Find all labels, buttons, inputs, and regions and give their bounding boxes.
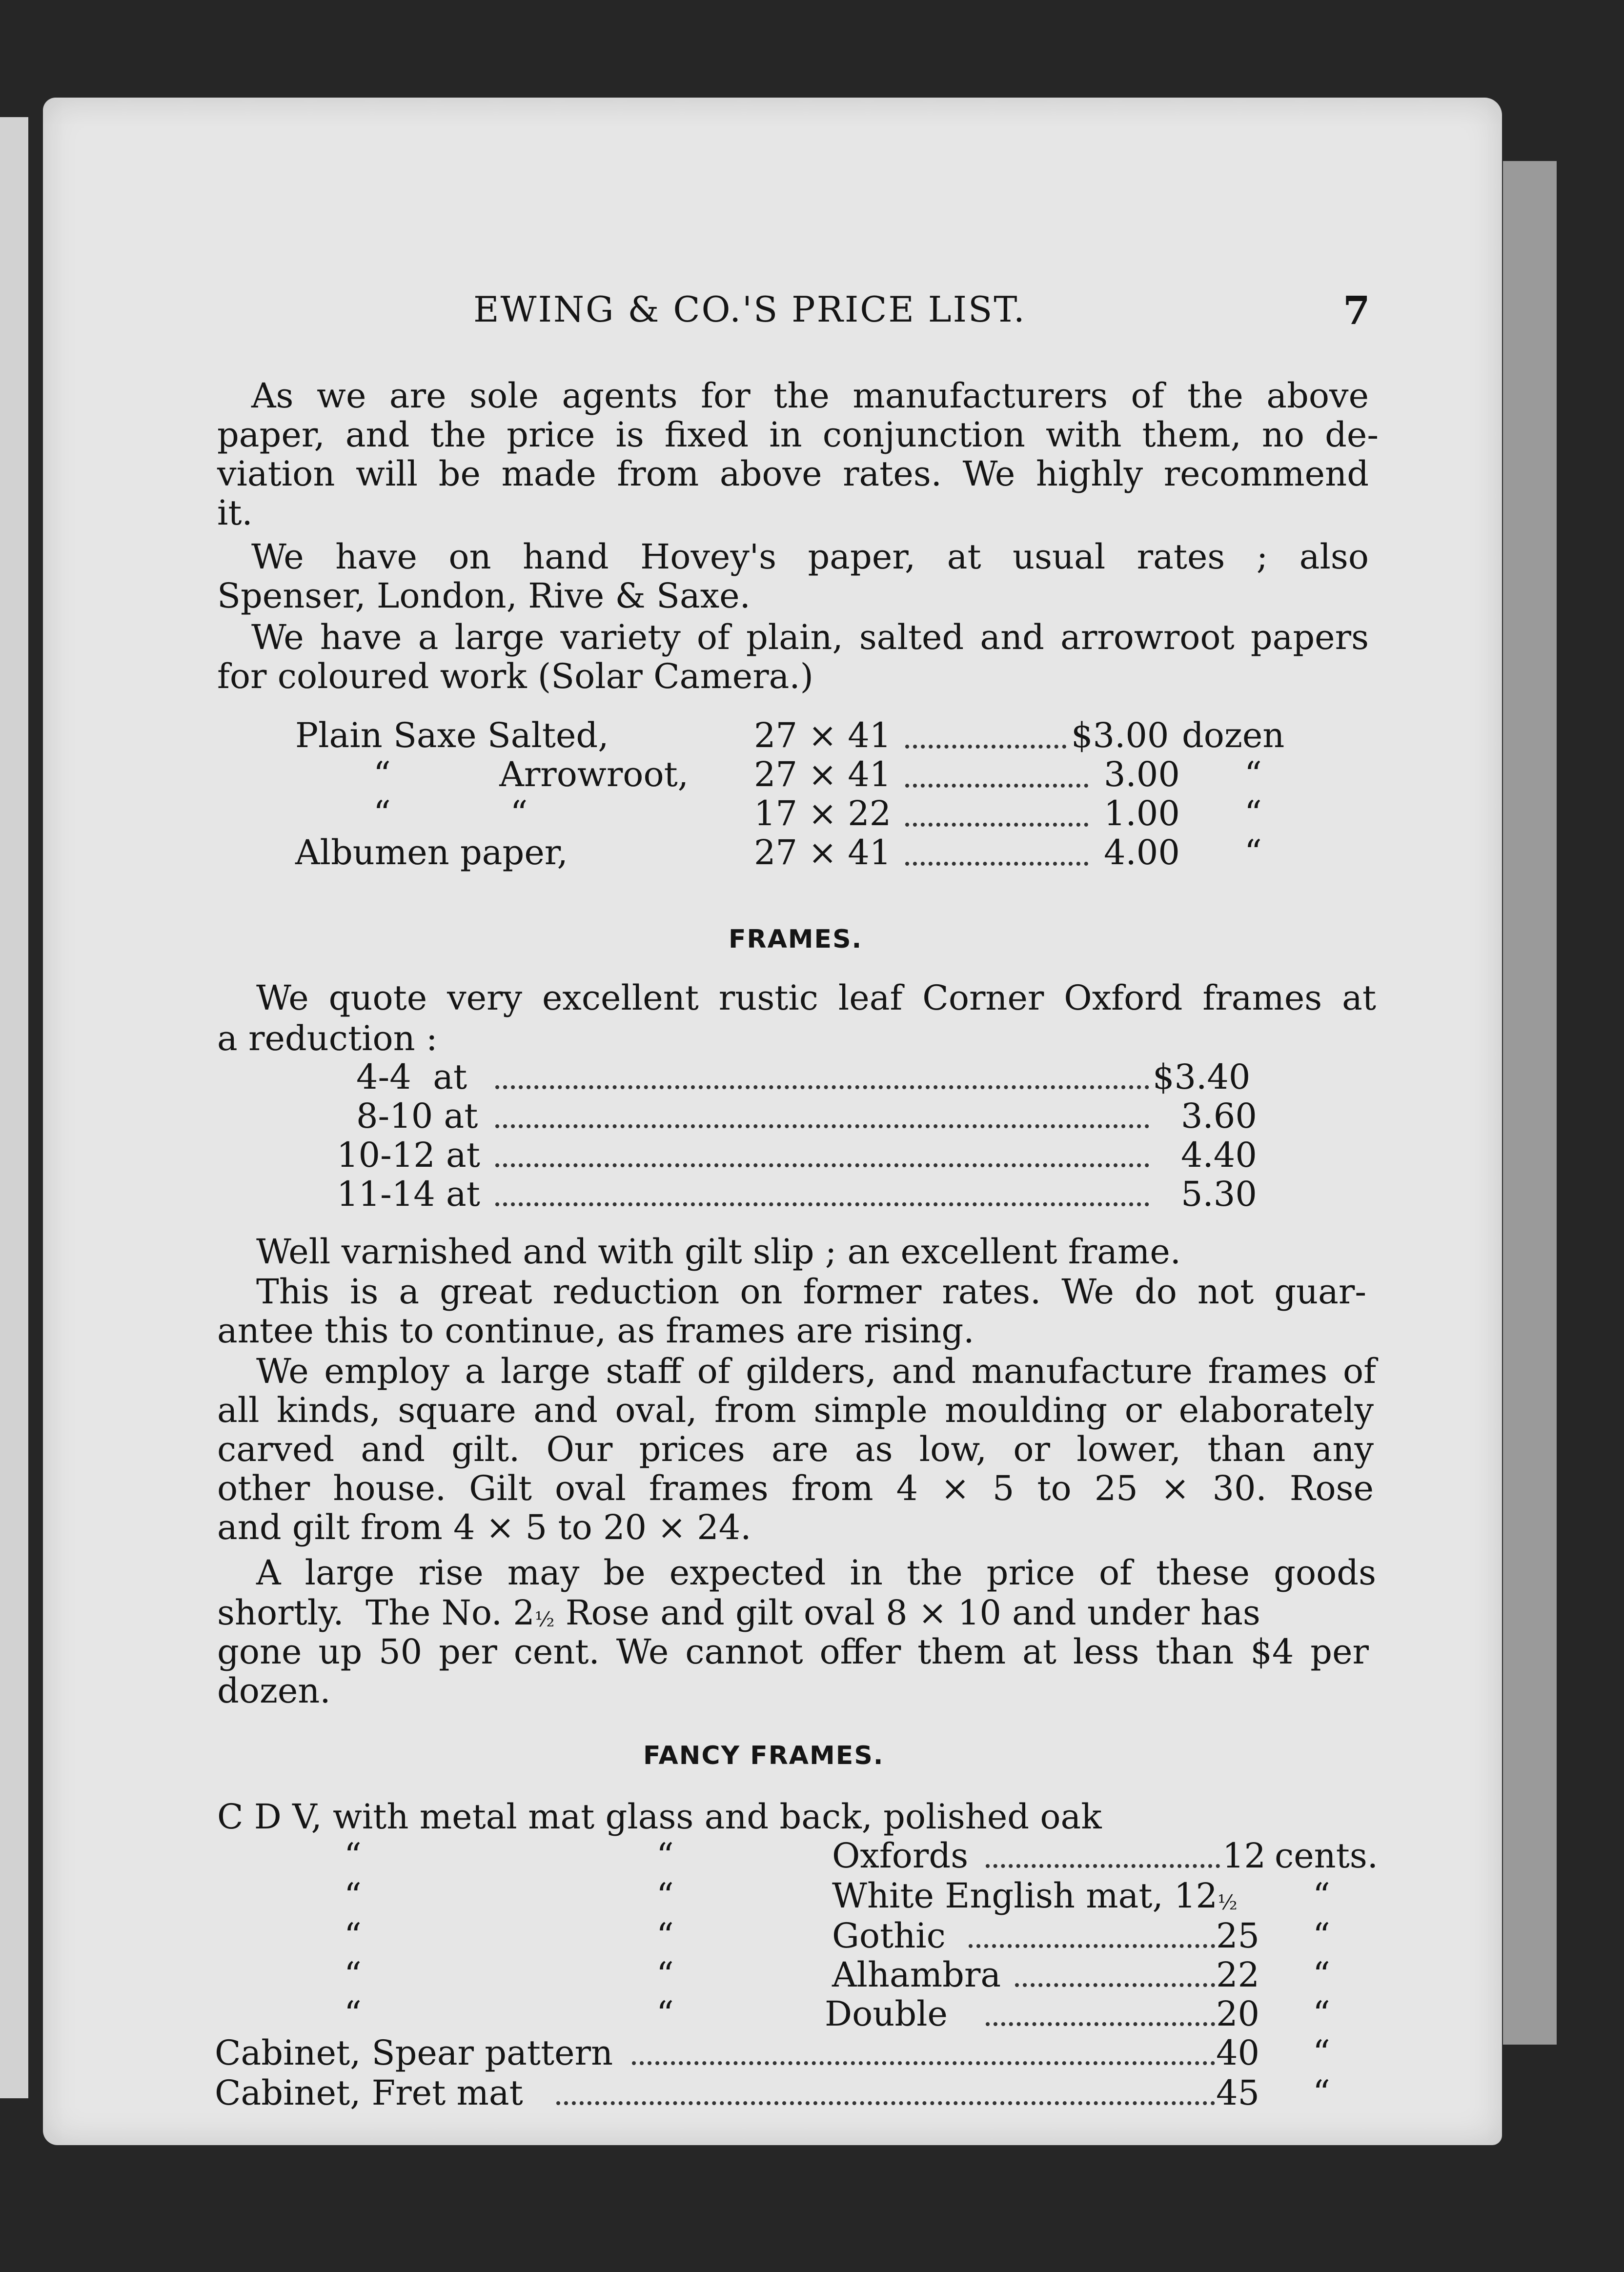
fancy-price: 20: [1216, 1994, 1260, 2034]
fancy-price: 12: [1222, 1836, 1266, 1876]
frame-price: 4.40: [1181, 1135, 1257, 1175]
back-page-edge: [1503, 161, 1557, 2045]
ditto-mark: “: [344, 1836, 362, 1876]
frames-note2-line1: This is a great reduction on former rates. We do not guar-: [256, 1272, 1366, 1312]
paper-size: 27 × 41: [754, 754, 892, 794]
frames-intro-line1: We quote very excellent rustic leaf Corner Oxford frames at: [256, 978, 1376, 1018]
fancy-item: Alhambra: [832, 1955, 1001, 1995]
leader-dots: [905, 777, 1088, 788]
frame-size: 11-14 at: [337, 1174, 480, 1214]
fancy-price: 25: [1216, 1916, 1260, 1956]
cabinet-item: Cabinet, Fret mat: [215, 2073, 523, 2113]
fancy-unit: “: [1313, 1955, 1330, 1995]
frame-price: 5.30: [1181, 1174, 1257, 1214]
paper-price: 1.00: [1104, 793, 1180, 833]
intro-para1-line1: As we are sole agents for the manufacturers of the above: [251, 376, 1369, 416]
leader-dots: [986, 1857, 1220, 1868]
paper-unit: “: [1244, 832, 1262, 872]
frame-size: 10-12 at: [337, 1135, 480, 1175]
frames-note3-line5: and gilt from 4 × 5 to 20 × 24.: [217, 1507, 751, 1547]
paper-size: 27 × 41: [754, 832, 892, 872]
frames-note3-line1: We employ a large staff of gilders, and manufacture frames of: [256, 1351, 1376, 1391]
intro-para3-line2: for coloured work (Solar Camera.): [217, 656, 813, 696]
fancy-frames-lead: C D V, with metal mat glass and back, polished oak: [217, 1797, 1102, 1837]
ditto-mark: “: [656, 1955, 674, 1995]
paper-unit: “: [1244, 754, 1262, 794]
intro-para2-line1: We have on hand Hovey's paper, at usual rates ; also: [251, 537, 1369, 577]
frames-note1: Well varnished and with gilt slip ; an excellent frame.: [256, 1232, 1181, 1272]
frames-note3-line4: other house. Gilt oval frames from 4 × 5 to 25 × 30. Rose: [217, 1468, 1374, 1508]
leader-dots: [1015, 1976, 1215, 1987]
leader-dots: [495, 1156, 1149, 1167]
frames-intro-line2: a reduction :: [217, 1018, 438, 1058]
paper-size: 27 × 41: [754, 715, 892, 755]
paper-unit: dozen: [1182, 715, 1285, 755]
frames-note4-line1: A large rise may be expected in the price of these goods: [256, 1553, 1376, 1593]
fancy-item: Oxfords: [832, 1836, 969, 1876]
frames-note4-line4: dozen.: [217, 1671, 331, 1711]
adjacent-page-edge: [0, 117, 28, 2098]
fancy-item: Double: [825, 1994, 948, 2034]
fancy-unit: “: [1313, 1994, 1330, 2034]
leader-dots: [905, 816, 1088, 827]
intro-para1-line3: viation will be made from above rates. We highly recommend: [217, 454, 1369, 494]
cabinet-price: 45: [1216, 2073, 1260, 2113]
intro-para3-line1: We have a large variety of plain, salted and arrowroot papers: [251, 617, 1369, 657]
intro-para1-line2: paper, and the price is fixed in conjunction with them, no de-: [217, 415, 1379, 455]
leader-dots: [986, 2015, 1215, 2026]
frame-price: 3.60: [1181, 1096, 1257, 1136]
cabinet-price: 40: [1216, 2033, 1260, 2073]
fancy-item: Gothic: [832, 1916, 946, 1956]
paper-size: 17 × 22: [754, 793, 892, 833]
paper-unit: “: [1244, 793, 1262, 833]
frame-size: 4-4 at: [356, 1057, 467, 1097]
intro-para2-line2: Spenser, London, Rive & Saxe.: [217, 576, 751, 616]
ditto-mark: “: [344, 1955, 362, 1995]
ditto-mark: “: [656, 1876, 674, 1916]
fancy-unit: cents.: [1275, 1836, 1379, 1876]
frames-note2-line2: antee this to continue, as frames are rising.: [217, 1311, 974, 1351]
ditto-mark: “: [344, 1876, 362, 1916]
intro-para1-line4: it.: [217, 493, 253, 533]
frame-price: $3.40: [1153, 1057, 1251, 1097]
frames-note4-line3: gone up 50 per cent. We cannot offer them at less than $4 per: [217, 1632, 1369, 1672]
fancy-price: 22: [1216, 1955, 1260, 1995]
running-header: EWING & CO.'S PRICE LIST.: [473, 289, 1026, 330]
cabinet-unit: “: [1313, 2033, 1330, 2073]
page-number: 7: [1343, 287, 1370, 333]
leader-dots: [495, 1196, 1149, 1206]
leader-dots: [495, 1117, 1149, 1128]
fancy-item: White English mat, 12½: [832, 1876, 1238, 1916]
paper-price: $3.00: [1071, 715, 1169, 755]
paper-item: “ Arrowroot,: [373, 754, 689, 794]
frame-size: 8-10 at: [356, 1096, 478, 1136]
leader-dots: [905, 738, 1066, 749]
cabinet-unit: “: [1313, 2073, 1330, 2113]
ditto-mark: “: [344, 1916, 362, 1956]
paper-item: Plain Saxe Salted,: [295, 715, 609, 755]
paper-item: “ “: [373, 793, 528, 833]
paper-price: 4.00: [1104, 832, 1180, 872]
fancy-frames-heading: FANCY FRAMES.: [643, 1741, 884, 1770]
paper-item: Albumen paper,: [295, 832, 568, 872]
fancy-unit: “: [1313, 1876, 1330, 1916]
leader-dots: [632, 2054, 1215, 2065]
frames-note3-line3: carved and gilt. Our prices are as low, or lower, than any: [217, 1429, 1374, 1469]
fancy-unit: “: [1313, 1916, 1330, 1956]
ditto-mark: “: [344, 1994, 362, 2034]
leader-dots: [556, 2094, 1215, 2105]
frames-note3-line2: all kinds, square and oval, from simple moulding or elaborately: [217, 1390, 1374, 1430]
paper-price: 3.00: [1104, 754, 1180, 794]
frames-heading: FRAMES.: [729, 925, 863, 954]
leader-dots: [969, 1937, 1215, 1948]
cabinet-item: Cabinet, Spear pattern: [215, 2033, 613, 2073]
ditto-mark: “: [656, 1836, 674, 1876]
ditto-mark: “: [656, 1994, 674, 2034]
ditto-mark: “: [656, 1916, 674, 1956]
leader-dots: [905, 855, 1088, 866]
leader-dots: [495, 1078, 1149, 1089]
frames-note4-line2: shortly. The No. 2½ Rose and gilt oval 8 × 10 and under has: [217, 1593, 1260, 1633]
